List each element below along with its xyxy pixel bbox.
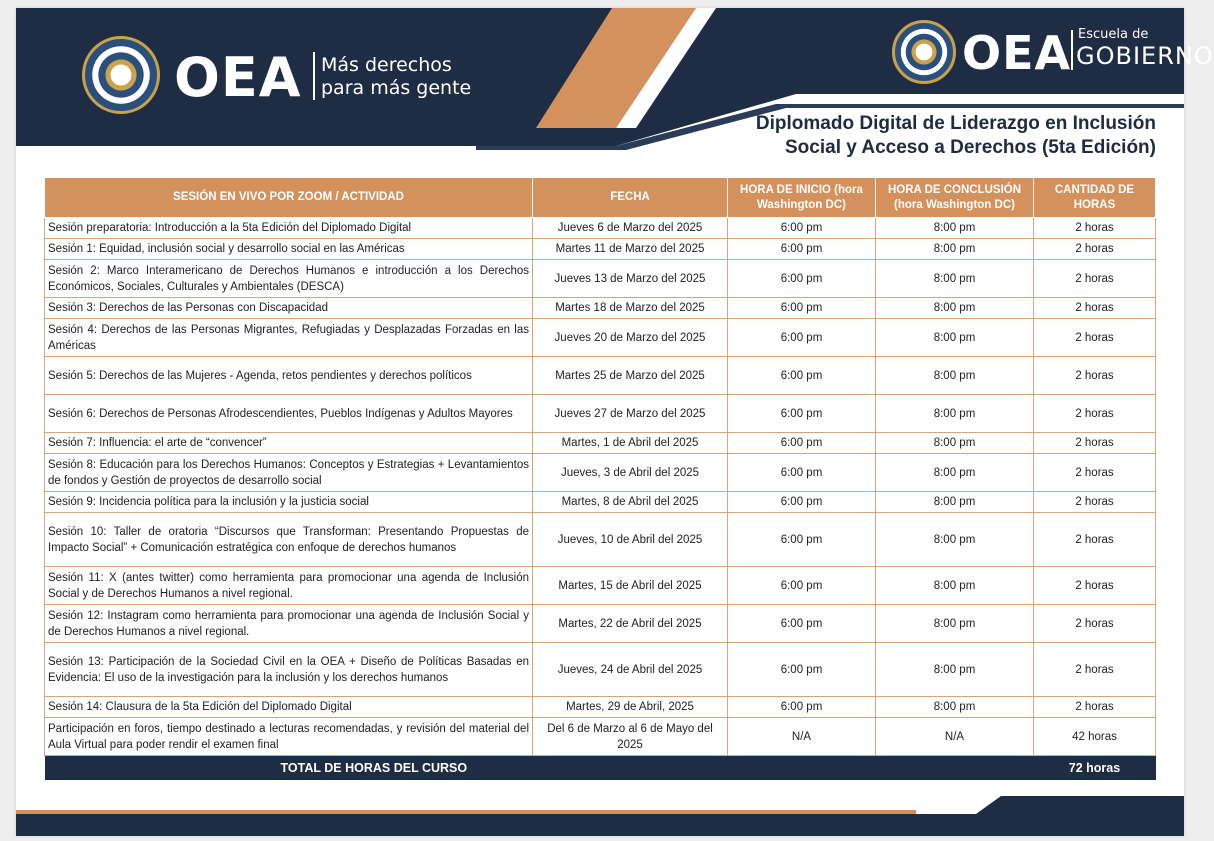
end-cell: 8:00 pm <box>876 605 1034 643</box>
table-row <box>45 298 1156 319</box>
date-cell: Martes 25 de Marzo del 2025 <box>533 357 728 395</box>
date-cell: Martes, 15 de Abril del 2025 <box>533 567 728 605</box>
end-cell: 8:00 pm <box>876 298 1034 319</box>
oas-seal-left <box>82 36 160 114</box>
table-row <box>45 643 1156 697</box>
hours-cell: 2 horas <box>1034 697 1156 718</box>
hours-cell: 2 horas <box>1034 260 1156 298</box>
start-cell: 6:00 pm <box>728 298 876 319</box>
end-cell: 8:00 pm <box>876 643 1034 697</box>
activity-cell: Sesión 9: Incidencia política para la inclusión y la justicia social <box>45 492 533 513</box>
date-cell: Jueves, 3 de Abril del 2025 <box>533 454 728 492</box>
start-cell: N/A <box>728 718 876 756</box>
hours-cell: 2 horas <box>1034 643 1156 697</box>
end-cell: 8:00 pm <box>876 454 1034 492</box>
start-cell: 6:00 pm <box>728 697 876 718</box>
schedule-table <box>44 177 1156 780</box>
table-row <box>45 357 1156 395</box>
header-date: FECHA <box>533 178 728 218</box>
footer-banner <box>16 796 1184 836</box>
start-cell: 6:00 pm <box>728 319 876 357</box>
end-cell: 8:00 pm <box>876 697 1034 718</box>
end-cell: 8:00 pm <box>876 319 1034 357</box>
activity-cell: Sesión 5: Derechos de las Mujeres - Agenda, retos pendientes y derechos políticos <box>45 357 533 395</box>
date-cell: Martes, 22 de Abril del 2025 <box>533 605 728 643</box>
end-cell: 8:00 pm <box>876 567 1034 605</box>
hours-cell: 2 horas <box>1034 395 1156 433</box>
total-value: 72 horas <box>1034 756 1156 781</box>
hours-cell: 2 horas <box>1034 492 1156 513</box>
start-cell: 6:00 pm <box>728 567 876 605</box>
start-cell: 6:00 pm <box>728 605 876 643</box>
brand-logo-left: OEA <box>174 46 302 109</box>
slogan-line-2: para más gente <box>321 77 472 99</box>
gobierno-label: GOBIERNO <box>1076 42 1214 70</box>
date-cell: Martes 11 de Marzo del 2025 <box>533 239 728 260</box>
activity-cell: Sesión 13: Participación de la Sociedad Civil en la OEA + Diseño de Políticas Basadas en Evidencia: El uso de la investigación para la inclusión y los derechos humanos <box>45 643 533 697</box>
date-cell: Jueves, 24 de Abril del 2025 <box>533 643 728 697</box>
hours-cell: 42 horas <box>1034 718 1156 756</box>
hours-cell: 2 horas <box>1034 605 1156 643</box>
start-cell: 6:00 pm <box>728 239 876 260</box>
date-cell: Jueves, 10 de Abril del 2025 <box>533 513 728 567</box>
start-cell: 6:00 pm <box>728 513 876 567</box>
start-cell: 6:00 pm <box>728 433 876 454</box>
logo-divider-left <box>313 52 315 100</box>
activity-cell: Sesión 11: X (antes twitter) como herramienta para promocionar una agenda de Inclusión Social y de Derechos Humanos a nivel regional. <box>45 567 533 605</box>
end-cell: 8:00 pm <box>876 433 1034 454</box>
end-cell: 8:00 pm <box>876 492 1034 513</box>
date-cell: Jueves 20 de Marzo del 2025 <box>533 319 728 357</box>
hours-cell: 2 horas <box>1034 454 1156 492</box>
date-cell: Martes, 29 de Abril, 2025 <box>533 697 728 718</box>
end-cell: 8:00 pm <box>876 513 1034 567</box>
document-title <box>636 112 1156 160</box>
start-cell: 6:00 pm <box>728 260 876 298</box>
hours-cell: 2 horas <box>1034 433 1156 454</box>
table-row <box>45 395 1156 433</box>
slogan-line-1: Más derechos <box>321 54 452 76</box>
end-cell: 8:00 pm <box>876 218 1034 239</box>
activity-cell: Sesión 1: Equidad, inclusión social y desarrollo social en las Américas <box>45 239 533 260</box>
date-cell: Jueves 27 de Marzo del 2025 <box>533 395 728 433</box>
table-row <box>45 718 1156 756</box>
hours-cell: 2 horas <box>1034 239 1156 260</box>
date-cell: Martes, 8 de Abril del 2025 <box>533 492 728 513</box>
hours-cell: 2 horas <box>1034 357 1156 395</box>
activity-cell: Sesión preparatoria: Introducción a la 5ta Edición del Diplomado Digital <box>45 218 533 239</box>
table-row <box>45 567 1156 605</box>
footer-navy-corner <box>976 796 1184 814</box>
date-cell: Martes, 1 de Abril del 2025 <box>533 433 728 454</box>
start-cell: 6:00 pm <box>728 218 876 239</box>
title-line-1: Diplomado Digital de Liderazgo en Inclusión <box>755 113 1156 134</box>
table-row <box>45 218 1156 239</box>
table-row <box>45 260 1156 298</box>
activity-cell: Sesión 10: Taller de oratoria “Discursos que Transforman: Presentando Propuestas de Impacto Social” + Comunicación estratégica con enfoque de derechos humanos <box>45 513 533 567</box>
end-cell: N/A <box>876 718 1034 756</box>
activity-cell: Sesión 6: Derechos de Personas Afrodescendientes, Pueblos Indígenas y Adultos Mayores <box>45 395 533 433</box>
table-row <box>45 433 1156 454</box>
start-cell: 6:00 pm <box>728 492 876 513</box>
start-cell: 6:00 pm <box>728 643 876 697</box>
activity-cell: Sesión 3: Derechos de las Personas con Discapacidad <box>45 298 533 319</box>
total-label: TOTAL DE HORAS DEL CURSO <box>45 756 1034 781</box>
hours-cell: 2 horas <box>1034 218 1156 239</box>
footer-navy-band <box>16 814 1184 836</box>
document-page <box>16 8 1214 836</box>
table-row <box>45 513 1156 567</box>
logo-divider-right <box>1071 30 1073 70</box>
end-cell: 8:00 pm <box>876 395 1034 433</box>
start-cell: 6:00 pm <box>728 454 876 492</box>
date-cell: Del 6 de Marzo al 6 de Mayo del 2025 <box>533 718 728 756</box>
table-header-row <box>45 178 1156 218</box>
escuela-label: Escuela de <box>1078 27 1149 42</box>
title-line-2: Social y Acceso a Derechos (5ta Edición) <box>785 137 1156 158</box>
start-cell: 6:00 pm <box>728 357 876 395</box>
slogan <box>321 54 471 100</box>
activity-cell: Sesión 14: Clausura de la 5ta Edición del Diplomado Digital <box>45 697 533 718</box>
activity-cell: Sesión 7: Influencia: el arte de “convencer” <box>45 433 533 454</box>
hours-cell: 2 horas <box>1034 513 1156 567</box>
oas-seal-right <box>892 20 956 84</box>
hours-cell: 2 horas <box>1034 298 1156 319</box>
hours-cell: 2 horas <box>1034 567 1156 605</box>
activity-cell: Participación en foros, tiempo destinado a lecturas recomendadas, y revisión del material del Aula Virtual para poder rendir el examen final <box>45 718 533 756</box>
end-cell: 8:00 pm <box>876 357 1034 395</box>
header-activity: SESIÓN EN VIVO POR ZOOM / ACTIVIDAD <box>45 178 533 218</box>
date-cell: Jueves 13 de Marzo del 2025 <box>533 260 728 298</box>
hours-cell: 2 horas <box>1034 319 1156 357</box>
footer-orange-stripe <box>16 810 916 814</box>
total-row <box>45 756 1156 781</box>
table-row <box>45 454 1156 492</box>
header-start-time: HORA DE INICIO (hora Washington DC) <box>728 178 876 218</box>
activity-cell: Sesión 8: Educación para los Derechos Humanos: Conceptos y Estrategias + Levantamientos de fondos y Gestión de proyectos de desarrollo social <box>45 454 533 492</box>
activity-cell: Sesión 12: Instagram como herramienta para promocionar una agenda de Inclusión Social y de Derechos Humanos a nivel regional. <box>45 605 533 643</box>
table-row <box>45 319 1156 357</box>
table-row <box>45 492 1156 513</box>
start-cell: 6:00 pm <box>728 395 876 433</box>
activity-cell: Sesión 4: Derechos de las Personas Migrantes, Refugiadas y Desplazadas Forzadas en las Américas <box>45 319 533 357</box>
table-row <box>45 697 1156 718</box>
table-row <box>45 605 1156 643</box>
end-cell: 8:00 pm <box>876 260 1034 298</box>
brand-logo-right: OEA <box>962 26 1072 80</box>
end-cell: 8:00 pm <box>876 239 1034 260</box>
activity-cell: Sesión 2: Marco Interamericano de Derechos Humanos e introducción a los Derechos Económicos, Sociales, Culturales y Ambientales (DESCA) <box>45 260 533 298</box>
date-cell: Jueves 6 de Marzo del 2025 <box>533 218 728 239</box>
header-end-time: HORA DE CONCLUSIÓN (hora Washington DC) <box>876 178 1034 218</box>
header-hours: CANTIDAD DE HORAS <box>1034 178 1156 218</box>
date-cell: Martes 18 de Marzo del 2025 <box>533 298 728 319</box>
table-row <box>45 239 1156 260</box>
